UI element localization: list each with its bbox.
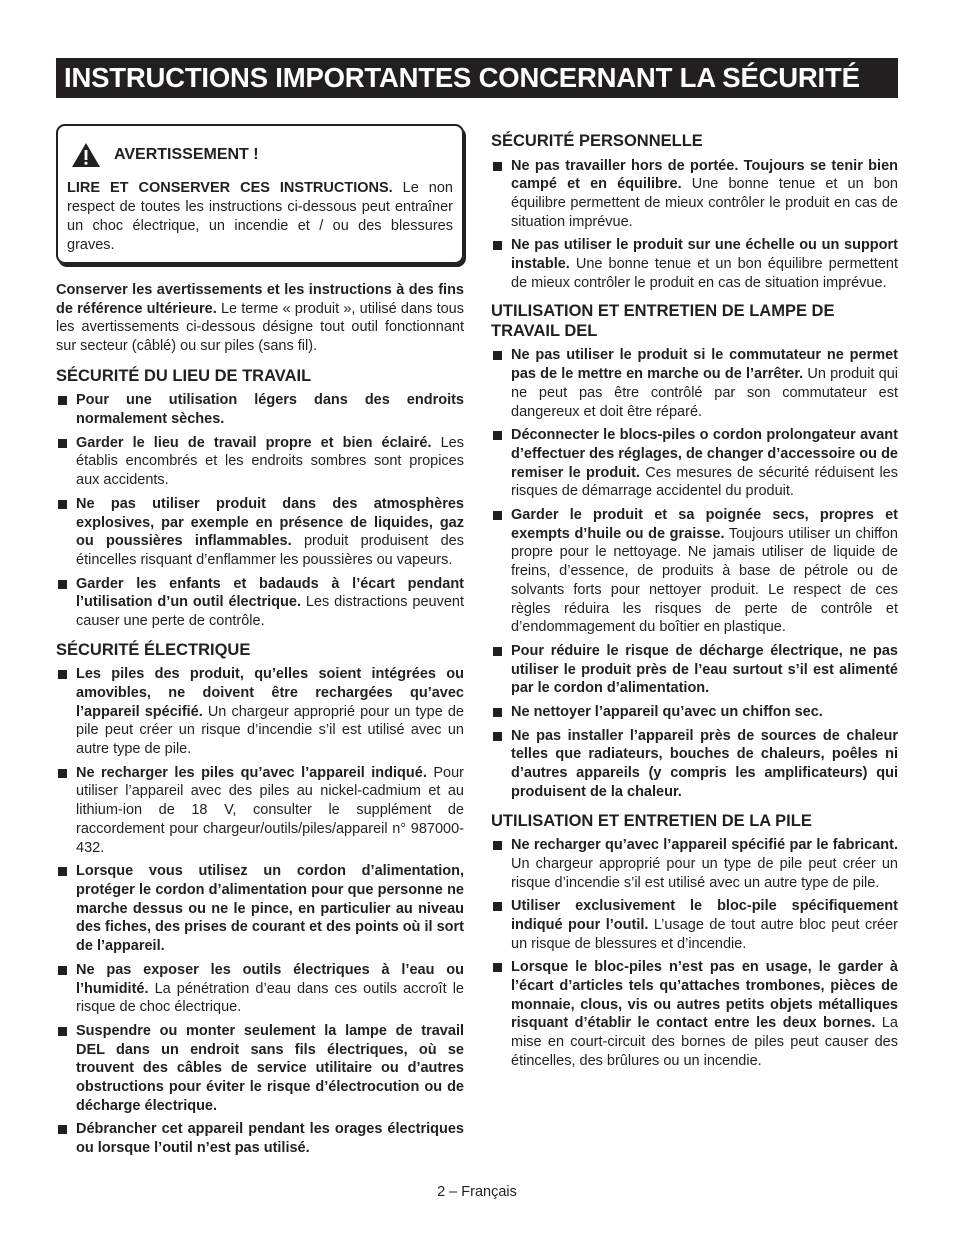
item-text: Une bonne tenue et un bon équilibre permettent de mieux contrôler le produit en cas de situation imprévue. xyxy=(511,176,898,230)
item-bold-text: Ne pas installer l’appareil près de sources de chaleur telles que radiateurs, bouches de chaleurs, poêles ni d’autres appareils (y compris les amplificateurs) qui produisent de la chaleur. xyxy=(511,727,898,800)
item-bold-text: Lorsque le bloc-piles n’est pas en usage, le garder à l’écart d’articles tels qu’attaches trombones, pièces de monnaie, clous, vis ou autres petits objets métalliques risquant d’établir le contact entre les deux bornes. xyxy=(511,959,898,1032)
right-sections xyxy=(491,132,898,1071)
page-title: INSTRUCTIONS IMPORTANTES CONCERNANT LA SÉCURITÉ xyxy=(56,58,898,98)
item-bold-text: Ne pas utiliser le produit sur une échelle ou un support instable. xyxy=(511,237,898,273)
item-bold-text: Ne pas utiliser le produit si le commutateur ne permet pas de le mettre en marche ou de l’arrêter. xyxy=(511,347,898,383)
item-bold-text: Ne pas exposer les outils électriques à l’eau ou l’humidité. xyxy=(76,961,464,997)
list-item xyxy=(491,727,898,802)
intro-bold-text: Conserver les avertissements et les instructions à des fins de référence ultérieure. xyxy=(56,282,464,317)
bullet-square-icon xyxy=(493,841,502,850)
item-bold-text: Ne nettoyer l’appareil qu’avec un chiffon sec. xyxy=(511,704,823,721)
warning-triangle-icon xyxy=(71,142,101,168)
item-text: produit produisent des étincelles risquant d’enflammer les poussières ou vapeurs. xyxy=(76,533,465,568)
list-item xyxy=(491,426,898,501)
bullet-list xyxy=(56,665,464,1158)
bullet-square-icon xyxy=(493,351,502,360)
list-item xyxy=(491,157,898,232)
bullet-square-icon xyxy=(58,580,67,589)
item-text: Toujours utiliser un chiffon propre pour le nettoyage. Ne jamais utiliser de liquide de freins, d’essence, de produits à base de pétrole ou de solvants forts pour nettoyer produit. Le respect de ces règles réduira les risques de perte de contrôle et d’endommagement du boîtier en plastique. xyxy=(511,525,898,636)
list-item xyxy=(56,862,464,956)
bullet-square-icon xyxy=(58,500,67,509)
list-item xyxy=(56,434,464,490)
list-item xyxy=(491,236,898,292)
list-item xyxy=(491,836,898,892)
section-heading: SÉCURITÉ PERSONNELLE xyxy=(491,132,703,150)
warning-body xyxy=(67,179,453,255)
list-item xyxy=(56,961,464,1017)
left-column xyxy=(56,124,464,1168)
bullet-square-icon xyxy=(58,867,67,876)
bullet-list xyxy=(491,346,898,801)
list-item xyxy=(56,1022,464,1116)
item-text: Ces mesures de sécurité réduisent les risques de démarrage accidentel du produit. xyxy=(511,464,898,500)
item-bold-text: Déconnecter le blocs-piles o cordon prolongateur avant d’effectuer des réglages, de changer d’accessoire ou de remiser le produit. xyxy=(511,427,898,481)
list-item xyxy=(491,897,898,953)
list-item xyxy=(491,506,898,637)
section-heading: SÉCURITÉ ÉLECTRIQUE xyxy=(56,640,251,659)
intro-text: Le terme « produit », utilisé dans tous les avertissements ci-dessous désigne tout outil fonctionnant sur secteur (câblé) ou sur piles (sans fil). xyxy=(56,300,464,355)
right-column xyxy=(491,124,898,1081)
item-text: Un chargeur approprié pour un type de pile peut créer un risque d’incendie s’il est utilisé avec un autre type de pile. xyxy=(511,855,898,891)
bullet-square-icon xyxy=(58,439,67,448)
list-item xyxy=(491,703,898,722)
section-heading: UTILISATION ET ENTRETIEN DE LAMPE DE TRAVAIL DEL xyxy=(491,302,835,340)
bullet-square-icon xyxy=(493,241,502,250)
item-text: Une bonne tenue et un bon équilibre permettent de mieux contrôler le produit en cas de situation imprévue. xyxy=(511,256,898,291)
item-text: La pénétration d’eau dans ces outils accroît le risque de choc électrique. xyxy=(76,980,464,1016)
bullet-square-icon xyxy=(493,902,502,911)
item-text: Un chargeur approprié pour un type de pile peut créer un risque d’incendie s’il est utilisé avec un autre type de pile. xyxy=(76,703,464,758)
warning-header xyxy=(67,142,453,168)
warning-bold-text: LIRE ET CONSERVER CES INSTRUCTIONS. xyxy=(67,180,393,196)
list-item xyxy=(56,665,464,759)
item-bold-text: Garder le lieu de travail propre et bien éclairé. xyxy=(76,434,432,451)
bullet-square-icon xyxy=(493,511,502,520)
list-item xyxy=(56,495,464,570)
bullet-square-icon xyxy=(493,708,502,717)
item-text: Les établis encombrés et les endroits sombres sont propices aux accidents. xyxy=(76,434,464,489)
item-bold-text: Les piles des produit, qu’elles soient intégrées ou amovibles, ne doivent être rechargées qu’avec l’appareil spécifié. xyxy=(76,666,464,720)
item-text: Un produit qui ne peut pas être contrôlé par son commutateur est dangereux et doit être réparé. xyxy=(511,366,898,420)
bullet-square-icon xyxy=(58,670,67,679)
warning-box xyxy=(56,124,464,264)
list-item xyxy=(491,642,898,698)
bullet-square-icon xyxy=(58,1125,67,1134)
item-bold-text: Utiliser exclusivement le bloc-pile spécifiquement indiqué pour l’outil. xyxy=(511,898,898,933)
intro-paragraph xyxy=(56,281,464,356)
item-bold-text: Pour une utilisation légers dans des endroits normalement sèches. xyxy=(76,392,464,428)
item-bold-text: Garder le produit et sa poignée secs, propres et exempts d’huile ou de graisse. xyxy=(511,507,898,542)
item-text: Pour utiliser l’appareil avec des piles au nickel-cadmium et au lithium-ion de 18 V, consulter le supplément de raccordement pour chargeur/outils/piles/appareil n° 987000-432. xyxy=(76,764,464,856)
bullet-square-icon xyxy=(493,162,502,171)
item-bold-text: Pour réduire le risque de décharge électrique, ne pas utiliser le produit près de l’eau surtout s’il est alimenté par le cordon d’alimentation. xyxy=(511,642,898,697)
list-item xyxy=(491,346,898,421)
warning-text: Le non respect de toutes les instructions ci-dessous peut entraîner un choc électrique, un incendie et / ou des blessures graves. xyxy=(67,180,453,253)
bullet-square-icon xyxy=(493,431,502,440)
item-bold-text: Ne recharger qu’avec l’appareil spécifié par le fabricant. xyxy=(511,837,898,854)
bullet-square-icon xyxy=(493,732,502,741)
left-sections xyxy=(56,367,464,1158)
item-text: Les distractions peuvent causer une perte de contrôle. xyxy=(76,594,464,630)
item-bold-text: Débrancher cet appareil pendant les orages électriques ou lorsque l’outil n’est pas utilisé. xyxy=(76,1121,464,1157)
bullet-square-icon xyxy=(58,769,67,778)
bullet-list xyxy=(56,391,464,630)
list-item xyxy=(491,958,898,1070)
bullet-square-icon xyxy=(58,1027,67,1036)
list-item xyxy=(56,764,464,858)
list-item xyxy=(56,575,464,631)
bullet-list xyxy=(491,157,898,293)
bullet-list xyxy=(491,836,898,1070)
warning-title: AVERTISSEMENT ! xyxy=(114,146,259,163)
list-item xyxy=(56,391,464,428)
item-bold-text: Ne recharger les piles qu’avec l’appareil indiqué. xyxy=(76,764,427,781)
item-bold-text: Ne pas travailler hors de portée. Toujours se tenir bien campé et en équilibre. xyxy=(511,157,898,193)
list-item xyxy=(56,1120,464,1157)
page-footer: 2 – Français xyxy=(437,1184,517,1200)
bullet-square-icon xyxy=(493,647,502,656)
item-bold-text: Lorsque vous utilisez un cordon d’alimentation, protéger le cordon d’alimentation pour que personne ne marche dessus ou ne le pince, en particulier au niveau des fiches, des prises de courant et des points où il sort de l’appareil. xyxy=(76,863,464,955)
section-heading: SÉCURITÉ DU LIEU DE TRAVAIL xyxy=(56,366,312,385)
item-text: La mise en court-circuit des bornes de piles peut causer des étincelles, des brûlures ou un incendie. xyxy=(511,1015,898,1069)
bullet-square-icon xyxy=(58,966,67,975)
bullet-square-icon xyxy=(493,963,502,972)
section-heading: UTILISATION ET ENTRETIEN DE LA PILE xyxy=(491,811,812,830)
item-bold-text: Ne pas utiliser produit dans des atmosphères explosives, par exemple en présence de liquides, gaz ou poussières inflammables. xyxy=(76,495,464,550)
item-bold-text: Suspendre ou monter seulement la lampe de travail DEL dans un endroit sans fils électriques, où se trouvent des câbles de service utilitaire ou d’autres obstructions pour éviter le risque d’électrocution ou de décharge électrique. xyxy=(76,1022,464,1114)
item-text: L’usage de tout autre bloc peut créer un risque de blessures et d’incendie. xyxy=(511,916,898,952)
bullet-square-icon xyxy=(58,396,67,405)
item-bold-text: Garder les enfants et badauds à l’écart pendant l’utilisation d’un outil électrique. xyxy=(76,575,464,611)
